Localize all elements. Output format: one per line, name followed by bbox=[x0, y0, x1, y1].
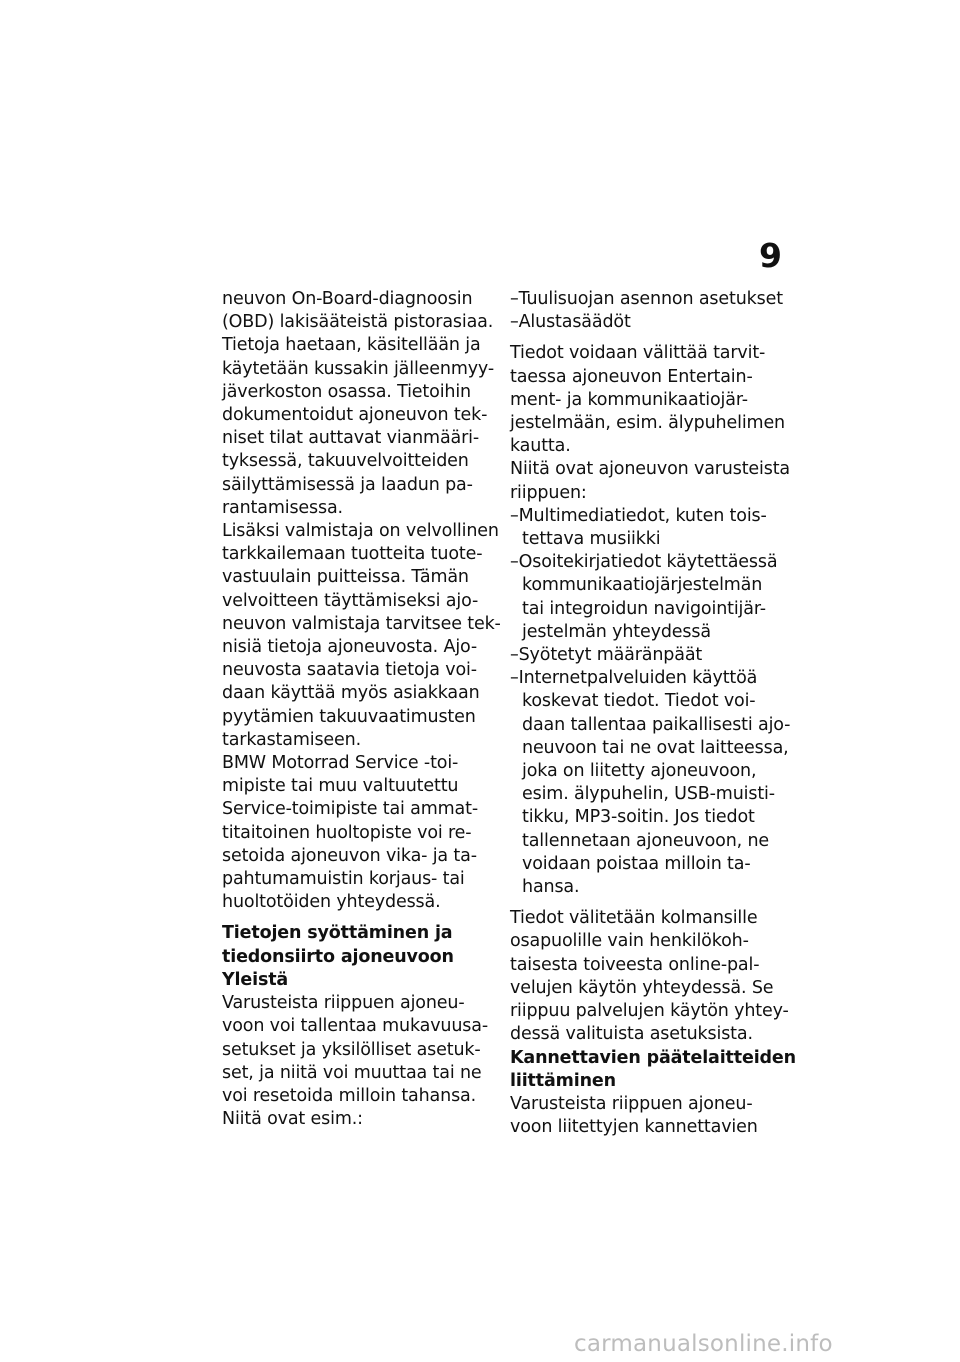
list-item-first-line: –Osoitekirjatiedot käytettäessä bbox=[510, 552, 778, 573]
right-column bbox=[510, 288, 796, 1139]
body-text-line: mipiste tai muu valtuutettu bbox=[222, 776, 459, 797]
body-text-line: tyksessä, takuuvelvoitteiden bbox=[222, 451, 469, 472]
section-heading-line: Yleistä bbox=[222, 969, 289, 990]
body-text-line: Service-toimipiste tai ammat- bbox=[222, 799, 478, 820]
body-text-line: taessa ajoneuvon Entertain- bbox=[510, 366, 753, 387]
section-heading-line: Kannettavien päätelaitteiden bbox=[510, 1047, 796, 1068]
list-item bbox=[510, 667, 791, 899]
body-text-line: riippuen: bbox=[510, 482, 587, 503]
body-text-line: dokumentoidut ajoneuvon tek- bbox=[222, 405, 488, 426]
list-item-continuation-line: tai integroidun navigointijär- bbox=[522, 598, 766, 619]
body-text-line: jestelmään, esim. älypuhelimen bbox=[510, 413, 785, 434]
body-text-line: voi resetoida milloin tahansa. bbox=[222, 1085, 477, 1106]
body-text-line: set, ja niitä voi muuttaa tai ne bbox=[222, 1062, 482, 1083]
list-item bbox=[510, 644, 782, 667]
body-text-line: Varusteista riippuen ajoneu- bbox=[510, 1093, 753, 1114]
body-text-line: pyytämien takuuvaatimusten bbox=[222, 706, 476, 727]
body-text-line: ment- ja kommunikaatiojär- bbox=[510, 389, 748, 410]
body-text-line: Tietoja haetaan, käsitellään ja bbox=[222, 335, 481, 356]
body-text-line: käytetään kussakin jälleenmyy- bbox=[222, 358, 494, 379]
body-text-line: säilyttämisessä ja laadun pa- bbox=[222, 474, 473, 495]
body-text-line: jäverkoston osassa. Tietoihin bbox=[222, 381, 471, 402]
section-heading-line: liittäminen bbox=[510, 1070, 616, 1091]
list-item-continuation-line: koskevat tiedot. Tiedot voi- bbox=[522, 691, 756, 712]
list-item-first-line: –Multimediatiedot, kuten tois- bbox=[510, 505, 767, 526]
body-text-line: voon liitettyjen kannettavien bbox=[510, 1117, 758, 1138]
body-text-line: rantamisessa. bbox=[222, 497, 343, 518]
body-text-line: tarkastamiseen. bbox=[222, 729, 361, 750]
list-item-continuation-line: esim. älypuhelin, USB-muisti- bbox=[522, 784, 775, 805]
body-text-line: riippuu palvelujen käytön yhtey- bbox=[510, 1001, 789, 1022]
section-heading-line: Tietojen syöttäminen ja bbox=[222, 923, 453, 944]
body-text-line: velujen käytön yhteydessä. Se bbox=[510, 977, 774, 998]
body-text-line: dessä valituista asetuksista. bbox=[510, 1024, 753, 1045]
list-item-continuation-line: daan tallentaa paikallisesti ajo- bbox=[522, 714, 791, 735]
list-item-continuation-line: voidaan poistaa milloin ta- bbox=[522, 853, 751, 874]
body-text-line: Tiedot välitetään kolmansille bbox=[510, 908, 758, 929]
list-item: –Tuulisuojan asennon asetukset bbox=[510, 289, 783, 309]
list-item-first-line: –Internetpalveluiden käyttöä bbox=[510, 668, 758, 689]
body-text-line: vastuulain puitteissa. Tämän bbox=[222, 567, 469, 588]
list-item-first-line: –Syötetyt määränpäät bbox=[510, 645, 703, 666]
list-item-continuation-line: tikku, MP3-soitin. Jos tiedot bbox=[522, 807, 755, 828]
body-text-line: huoltotöiden yhteydessä. bbox=[222, 892, 441, 913]
body-text-line: kautta. bbox=[510, 436, 571, 457]
list-item bbox=[510, 551, 782, 644]
page-number: 9 bbox=[759, 236, 782, 275]
body-text-line: Niitä ovat ajoneuvon varusteista bbox=[510, 459, 791, 480]
list-item-continuation-line: jestelmän yhteydessä bbox=[522, 621, 711, 642]
body-text-line: setukset ja yksilölliset asetuk- bbox=[222, 1039, 481, 1060]
body-text-line: pahtumamuistin korjaus- tai bbox=[222, 869, 465, 890]
list-item-continuation-line: joka on liitetty ajoneuvoon, bbox=[522, 761, 757, 782]
body-text-line: Varusteista riippuen ajoneu- bbox=[222, 993, 465, 1014]
section-heading-line: tiedonsiirto ajoneuvoon bbox=[222, 946, 454, 967]
body-text-line: neuvosta saatavia tietoja voi- bbox=[222, 660, 477, 681]
body-text-line: setoida ajoneuvon vika- ja ta- bbox=[222, 845, 477, 866]
body-text-line: daan käyttää myös asiakkaan bbox=[222, 683, 480, 704]
body-text-line: velvoitteen täyttämiseksi ajo- bbox=[222, 590, 479, 611]
body-text-line: BMW Motorrad Service -toi- bbox=[222, 753, 459, 774]
body-text-line: titaitoinen huoltopiste voi re- bbox=[222, 822, 472, 843]
list-item: –Alustasäädöt bbox=[510, 312, 631, 333]
list-item-continuation-line: kommunikaatiojärjestelmän bbox=[522, 575, 763, 596]
body-text-line: Niitä ovat esim.: bbox=[222, 1109, 363, 1130]
watermark: carmanualsonline.info bbox=[574, 1331, 833, 1357]
list-item-continuation-line: neuvoon tai ne ovat laitteessa, bbox=[522, 737, 789, 758]
list-item bbox=[510, 505, 782, 551]
list-item-continuation-line: tettava musiikki bbox=[522, 529, 661, 550]
body-text-line: taisesta toiveesta online-pal- bbox=[510, 954, 760, 975]
list-item-continuation-line: hansa. bbox=[522, 877, 580, 898]
body-text-line: Tiedot voidaan välittää tarvit- bbox=[510, 343, 766, 364]
body-text-line: niset tilat auttavat vianmääri- bbox=[222, 428, 480, 449]
list-item-continuation-line: tallennetaan ajoneuvoon, ne bbox=[522, 830, 770, 851]
body-text-line: neuvon On-Board-diagnoosin bbox=[222, 289, 473, 309]
body-text-line: neuvon valmistaja tarvitsee tek- bbox=[222, 613, 501, 634]
body-text-line: tarkkailemaan tuotteita tuote- bbox=[222, 544, 483, 565]
body-text-line: nisiä tietoja ajoneuvosta. Ajo- bbox=[222, 637, 478, 658]
left-column bbox=[222, 288, 501, 1131]
body-text-line: Lisäksi valmistaja on velvollinen bbox=[222, 521, 499, 542]
body-text-line: (OBD) lakisääteistä pistorasiaa. bbox=[222, 312, 494, 333]
body-text-line: voon voi tallentaa mukavuusa- bbox=[222, 1016, 488, 1037]
body-text-line: osapuolille vain henkilökoh- bbox=[510, 931, 749, 952]
